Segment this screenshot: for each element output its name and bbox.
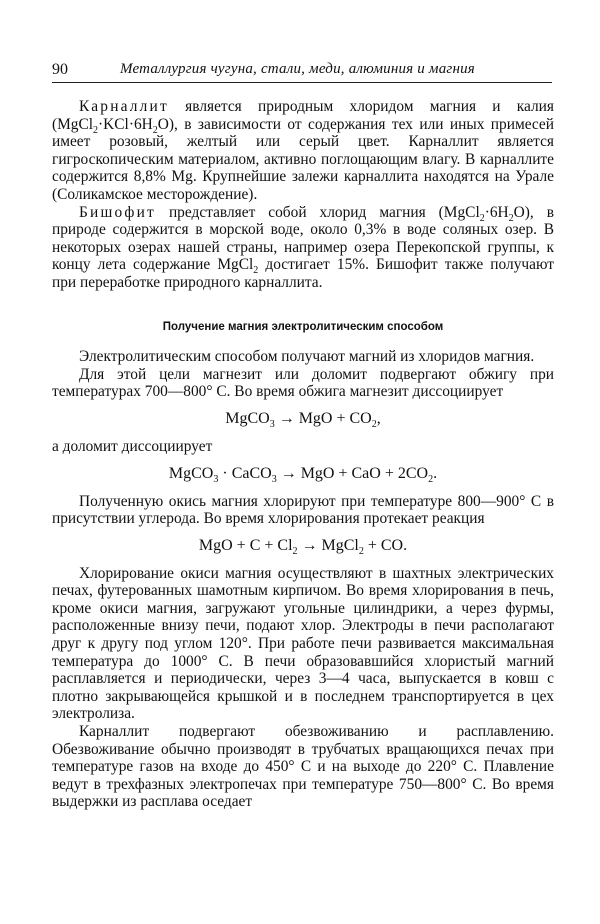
paragraph-shaft-furnace: Хлорирование окиси магния осуществляют в шахтных электрических печах, футерованных шамотным кирпичом. Во время хлорирования в печь, кроме окиси магния, загружают угольные цилиндрики, а через фурмы, расположенные внизу печи, подают хлор. Электроды в печи располагают друг к другу под углом 120°. При работе печи развивается максимальная температура до 1000° С. В печи образовавшийся хлористый магний расплавляется и периодически, через 3—4 часа, выпускается в ковш с плотно закрывающейся крышкой и в последнем транспортируется в цех электролиза.	[52, 564, 554, 723]
formula-dolomite: MgCO$_3$ · CaCO$_3$ → MgO + CaO + $2CO_2$.	[168, 464, 438, 485]
header-rule	[52, 82, 552, 83]
term-carnallite: Карналлит	[79, 98, 169, 115]
page-body	[52, 98, 554, 811]
formula-magnesite: MgCO$_3$ → MgO + $CO_2$,	[225, 409, 381, 431]
page-header	[52, 58, 552, 88]
running-title: Металлургия чугуна, стали, меди, алюминия и магния	[120, 61, 475, 77]
term-bischofite: Бишофит	[79, 203, 156, 221]
paragraph-dolomite: а доломит диссоциирует	[52, 437, 213, 455]
paragraph-roasting: Для этой цели магнезит или доломит подвергают обжигу при температурах 700—800° С. Во время обжига магнезит диссоциирует	[52, 365, 554, 401]
page-number: 90	[52, 61, 68, 78]
formula-chlorination: MgO + $C + Cl_2$ → MgCl$_2$ + CO.	[198, 536, 408, 557]
section-heading: Получение магния электролитическим способом	[162, 320, 444, 333]
paragraph-chlorination: Полученную окись магния хлорируют при температуре 800—900° С в присутствии углерода. Во время хлорирования протекает реакция	[52, 492, 554, 528]
paragraph-bischofite: Бишофит представляет собой хлорид магния $(MgCl_2\cdot 6H_2O)$, в природе содержится в морской воде, около 0,3% в воде соляных озер. В некоторых озерах нашей страны, например озера Перекопской группы, к концу лета содержание MgCl$_2$ достигает 15%. Бишофит также получают при переработке природного карналлита.	[52, 203, 554, 291]
paragraph-electrolytic: Электролитическим способом получают магний из хлоридов магния.	[79, 348, 535, 366]
paragraph-dehydration: Карналлит подвергают обезвоживанию и расплавлению. Обезвоживание обычно производят в трубчатых вращающихся печах при температуре газов на входе до 450° С и на выходе до 220° С. Плавление ведут в трехфазных электропечах при температуре 750—800° С. Во время выдержки из расплава оседает	[52, 723, 554, 811]
paragraph-carnallite: Карналлит является природным хлоридом магния и калия $(MgCl_2\cdot KCl\cdot 6H_2O)$, в зависимости от содержания тех или иных примесей имеет розовый, желтый или серый цвет. Карналлит является гигроскопическим материалом, активно поглощающим влагу. В карналлите содержится 8,8% Mg. Крупнейшие залежи карналлита находятся на Урале (Соликамское месторождение).	[52, 98, 554, 203]
